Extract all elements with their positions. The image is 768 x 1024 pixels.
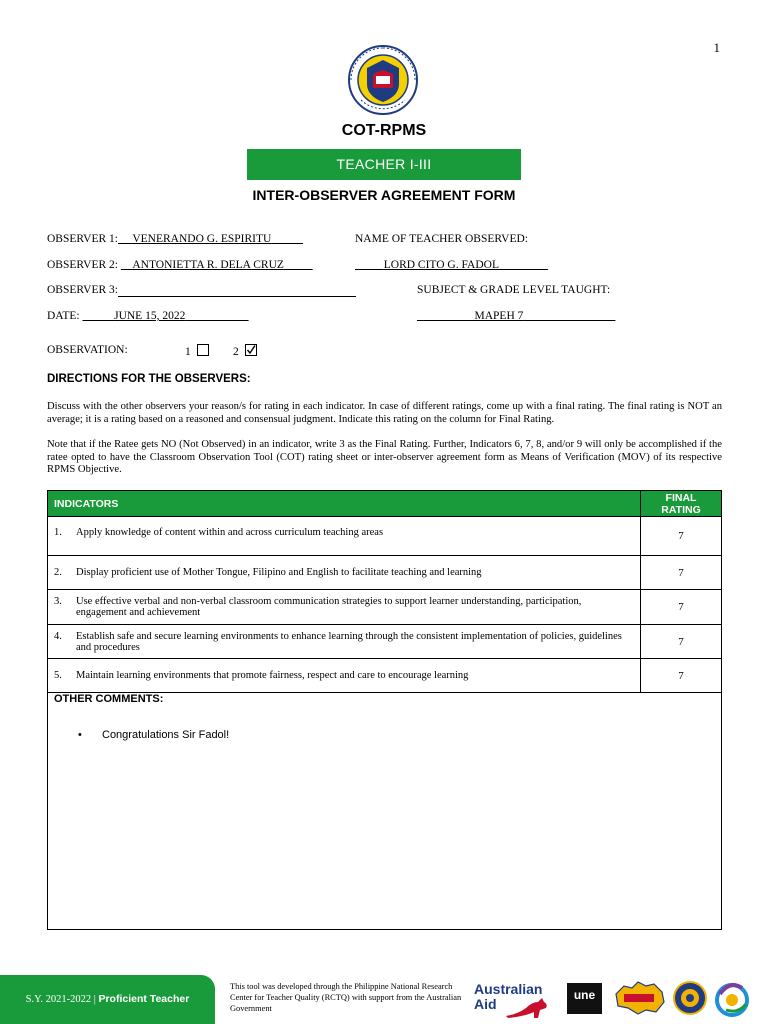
date-value[interactable]: JUNE 15, 2022	[114, 310, 186, 322]
page-number: 1	[713, 40, 720, 55]
university-seal-logo	[672, 980, 708, 1016]
observer1-value[interactable]: VENERANDO G. ESPIRITU	[132, 233, 272, 245]
observation-option-2-label: 2	[233, 346, 239, 358]
observation-option-1[interactable]	[185, 344, 209, 358]
footer-note: This tool was developed through the Philippine National Research Center for Teacher Quality (RCTQ) with support from the Australian Government	[230, 982, 462, 1013]
indicator-cell: 3. Use effective verbal and non-verbal classroom communication strategies to support learner understanding, participation, engagement and achievement	[48, 590, 641, 625]
teacher-field	[355, 259, 548, 271]
deped-seal-logo	[347, 44, 419, 116]
australia-map-logo	[610, 980, 668, 1016]
rating-cell[interactable]: 7	[641, 625, 722, 659]
observer2-value[interactable]: ANTONIETTA R. DELA CRUZ	[132, 259, 284, 271]
observer1-field	[47, 233, 303, 245]
observation-option-2[interactable]	[233, 344, 257, 358]
directions-heading: DIRECTIONS FOR THE OBSERVERS:	[47, 373, 251, 385]
subject-value[interactable]: MAPEH 7	[474, 310, 524, 322]
directions-paragraph-2: Note that if the Ratee gets NO (Not Observed) in an indicator, write 3 as the Final Rating. Further, Indicators 6, 7, 8, and/or 9 will only be accomplished if the ratee opted to have the Classroom Observation Tool (COT) rating sheet or inter-observer agreement form as Means of Verification (MOV) of its respective RPMS Objective.	[47, 439, 722, 476]
checkbox-checked-icon[interactable]	[245, 344, 257, 356]
rating-cell[interactable]: 7	[641, 659, 722, 693]
observer3-field	[47, 284, 118, 296]
table-row	[48, 517, 722, 556]
indicators-header: INDICATORS	[48, 491, 641, 517]
observation-option-1-label: 1	[185, 346, 191, 358]
school-year-text: S.Y. 2021-2022 |	[25, 994, 96, 1005]
other-comments-heading: OTHER COMMENTS:	[54, 693, 164, 705]
observer1-label: OBSERVER 1:	[47, 233, 118, 245]
checkbox-unchecked-icon[interactable]	[197, 344, 209, 356]
rating-cell[interactable]: 7	[641, 517, 722, 556]
footer-school-year	[0, 975, 215, 1024]
rctq-logo	[712, 978, 752, 1018]
directions-paragraph-1: Discuss with the other observers your reason/s for rating in each indicator. In case of different ratings, come up with a final rating. The final rating is NOT an average; it is a rating based on a reasoned and consensual judgment. Indicate this rating on the column for Final Rating.	[47, 401, 722, 425]
observer3-value[interactable]	[118, 296, 356, 297]
comment-item: • Congratulations Sir Fadol!	[78, 729, 230, 741]
rating-cell[interactable]: 7	[641, 556, 722, 590]
subject-label: SUBJECT & GRADE LEVEL TAUGHT:	[417, 284, 611, 296]
rating-cell[interactable]: 7	[641, 590, 722, 625]
indicators-table	[47, 490, 722, 693]
table-header-row	[48, 491, 722, 517]
other-comments-box[interactable]	[47, 691, 722, 930]
indicator-cell: 1. Apply knowledge of content within and across curriculum teaching areas	[48, 517, 641, 556]
form-subtitle: INTER-OBSERVER AGREEMENT FORM	[252, 187, 516, 203]
teacher-label: NAME OF TEACHER OBSERVED:	[355, 233, 528, 245]
australian-text: Australian	[474, 981, 543, 997]
form-title: COT-RPMS	[341, 122, 427, 139]
une-logo: une	[567, 983, 602, 1014]
proficiency-level-text: Proficient Teacher	[98, 993, 190, 1005]
observer2-label: OBSERVER 2:	[47, 259, 118, 271]
table-row	[48, 659, 722, 693]
table-row	[48, 556, 722, 590]
date-label: DATE:	[47, 310, 80, 322]
teacher-value[interactable]: LORD CITO G. FADOL	[383, 259, 499, 271]
indicator-cell: 4. Establish safe and secure learning environments to enhance learning through the consistent implementation of policies, guidelines and procedures	[48, 625, 641, 659]
subject-field	[417, 310, 615, 322]
aid-text: Aid	[474, 996, 497, 1012]
final-rating-header: FINAL RATING	[641, 491, 722, 517]
indicator-cell: 5. Maintain learning environments that promote fairness, respect and care to encourage learning	[48, 659, 641, 693]
table-row	[48, 590, 722, 625]
teacher-level-banner: TEACHER I-III	[247, 149, 521, 180]
kangaroo-icon	[504, 996, 550, 1020]
observer3-label: OBSERVER 3:	[47, 284, 118, 296]
table-row	[48, 625, 722, 659]
bullet-icon: •	[78, 729, 82, 741]
observation-label: OBSERVATION:	[47, 344, 128, 356]
observer2-field	[47, 259, 313, 271]
date-field	[47, 310, 249, 322]
australian-aid-logo	[474, 982, 550, 1022]
indicator-cell: 2. Display proficient use of Mother Tongue, Filipino and English to facilitate teaching and learning	[48, 556, 641, 590]
